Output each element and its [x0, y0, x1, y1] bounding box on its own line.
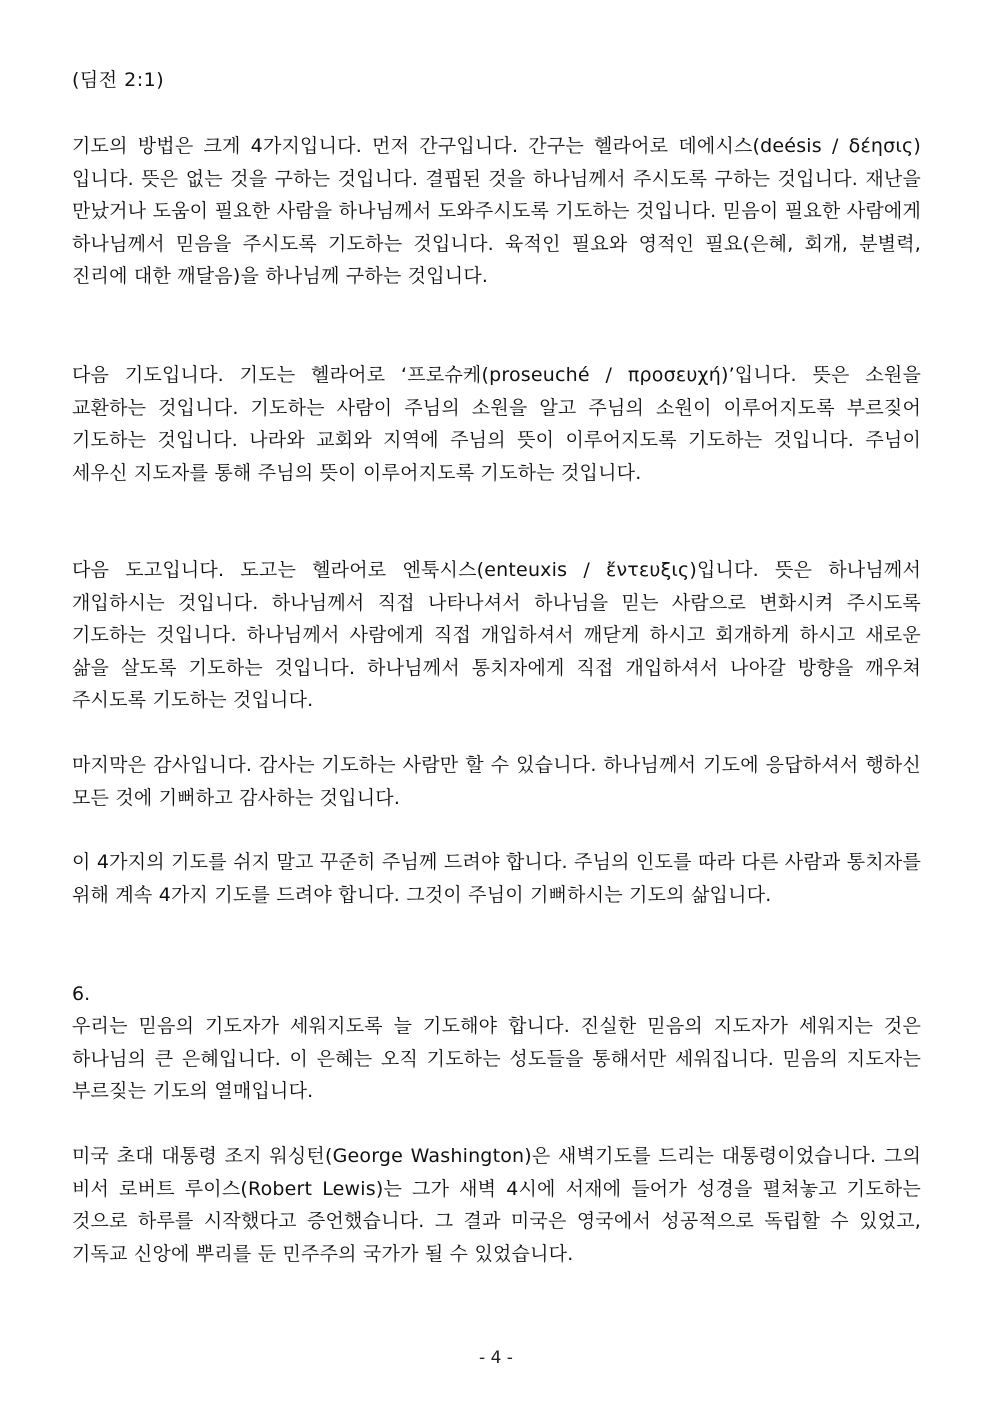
paragraph-leaders: 우리는 믿음의 기도자가 세워지도록 늘 기도해야 합니다. 진실한 믿음의 지도자가 세워지는 것은 하나님의 큰 은혜입니다. 이 은혜는 오직 기도하는 성도들을 통해서만 세워집니다. 믿음의 지도자는 부르짖는 기도의 열매입니다.	[72, 1015, 921, 1102]
paragraph-washington: 미국 초대 대통령 조지 워싱턴(George Washington)은 새벽기도를 드리는 대통령이었습니다. 그의 비서 로버트 루이스(Robert Lewis)는 그가 새벽 4시에 서재에 들어가 성경을 펼쳐놓고 기도하는 것으로 하루를 시작했다고 증언했습니다. 그 결과 미국은 영국에서 성공적으로 독립할 수 있었고, 기독교 신앙에 뿌리를 둔 민주주의 국가가 될 수 있었습니다.	[72, 1145, 921, 1265]
paragraph-intercession: 다음 도고입니다. 도고는 헬라어로 엔툭시스(enteuxis / ἔντευξις)입니다. 뜻은 하나님께서 개입하시는 것입니다. 하나님께서 직접 나타나셔서 하나님을 믿는 사람으로 변화시켜 주시도록 기도하는 것입니다. 하나님께서 사람에게 직접 개입하셔서 깨닫게 하시고 회개하게 하시고 새로운 삶을 살도록 기도하는 것입니다. 하나님께서 통치자에게 직접 개입하셔서 나아갈 방향을 깨우쳐 주시도록 기도하는 것입니다.	[72, 559, 921, 711]
paragraph-four-prayers: 이 4가지의 기도를 쉬지 말고 꾸준히 주님께 드려야 합니다. 주님의 인도를 따라 다른 사람과 통치자를 위해 계속 4가지 기도를 드려야 합니다. 그것이 주님이 기뻐하시는 기도의 삶입니다.	[72, 851, 921, 906]
page-number: - 4 -	[479, 1348, 513, 1368]
paragraph-prayer: 다음 기도입니다. 기도는 헬라어로 ‘프로슈케(proseuché / προσευχή)’입니다. 뜻은 소원을 교환하는 것입니다. 기도하는 사람이 주님의 소원을 알고 주님의 소원이 이루어지도록 부르짖어 기도하는 것입니다. 나라와 교회와 지역에 주님의 뜻이 이루어지도록 기도하는 것입니다. 주님이 세우신 지도자를 통해 주님의 뜻이 이루어지도록 기도하는 것입니다.	[72, 364, 921, 484]
paragraph-thanksgiving: 마지막은 감사입니다. 감사는 기도하는 사람만 할 수 있습니다. 하나님께서 기도에 응답하셔서 행하신 모든 것에 기뻐하고 감사하는 것입니다.	[72, 754, 921, 809]
scripture-reference: (딤전 2:1)	[72, 69, 165, 91]
paragraph-supplication: 기도의 방법은 크게 4가지입니다. 먼저 간구입니다. 간구는 헬라어로 데에시스(deésis / δέησις)입니다. 뜻은 없는 것을 구하는 것입니다. 결핍된 것을 하나님께서 주시도록 구하는 것입니다. 재난을 만났거나 도움이 필요한 사람을 하나님께서 도와주시도록 기도하는 것입니다. 믿음이 필요한 사람에게 하나님께서 믿음을 주시도록 기도하는 것입니다. 육적인 필요와 영적인 필요(은혜, 회개, 분별력, 진리에 대한 깨달음)을 하나님께 구하는 것입니다.	[72, 135, 921, 287]
section-number: 6.	[72, 983, 91, 1005]
